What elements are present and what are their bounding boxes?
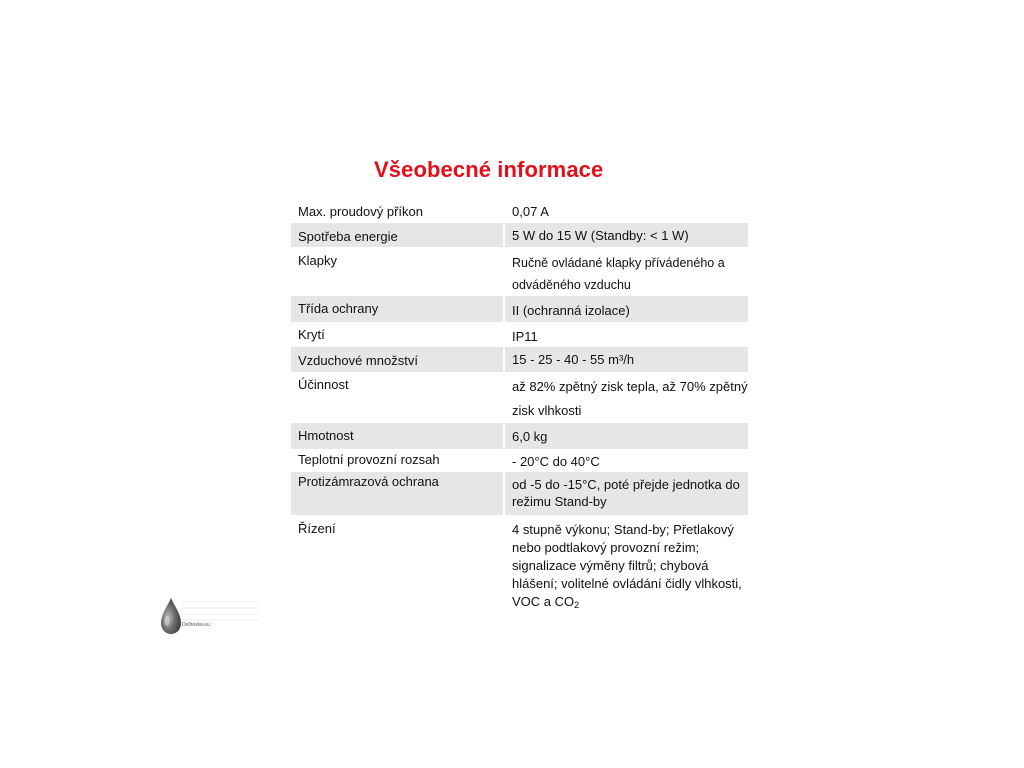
row-value-text: 4 stupně výkonu; Stand-by; Přetlakový nebo podtlakový provozní režim; signalizace výměny filtrů; chybová hlášení; volitelné ovládání čidly vlhkosti, VOC a CO: [512, 522, 742, 609]
row-label: Účinnost: [298, 377, 349, 392]
row-value: až 82% zpětný zisk tepla, až 70% zpětný zisk vlhkosti: [504, 372, 748, 423]
row-label: Třída ochrany: [291, 296, 504, 322]
row-label: Max. proudový příkon: [298, 204, 424, 219]
logo-lines: [182, 600, 258, 622]
row-value: 5 W do 15 W (Standby: < 1 W): [504, 223, 748, 247]
table-row: [291, 347, 748, 372]
table-row: [291, 515, 748, 614]
row-value: [504, 515, 748, 614]
table-row: [291, 296, 748, 322]
row-label: Hmotnost: [291, 423, 504, 449]
row-label: Vzduchové množství: [291, 347, 504, 372]
water-drop-icon: [158, 596, 184, 636]
table-row: [291, 322, 748, 347]
table-row: [291, 449, 748, 472]
row-value: 15 - 25 - 40 - 55 m³/h: [504, 347, 748, 372]
row-label: Řízení: [298, 521, 336, 536]
table-row: [291, 472, 748, 515]
row-value: II (ochranná izolace): [504, 296, 748, 322]
row-value: 6,0 kg: [504, 423, 748, 449]
row-value: 0,07 A: [504, 198, 748, 223]
table-row: [291, 372, 748, 423]
row-value: IP11: [504, 322, 748, 347]
row-label: Spotřeba energie: [291, 223, 504, 247]
row-label: Klapky: [298, 253, 338, 268]
row-label: Krytí: [298, 327, 325, 342]
row-label: Teplotní provozní rozsah: [298, 452, 440, 467]
logo-text: Deštovka.eu: [182, 622, 210, 628]
row-value-subscript: 2: [574, 600, 580, 610]
row-value: Ručně ovládané klapky přívádeného a odváděného vzduchu: [504, 247, 748, 296]
row-value: od -5 do -15°C, poté přejde jednotka do režimu Stand-by: [504, 472, 748, 515]
row-label: Protizámrazová ochrana: [291, 472, 504, 515]
row-value: - 20°C do 40°C: [504, 449, 748, 472]
logo: [158, 596, 258, 636]
table-row: [291, 423, 748, 449]
spec-table: [291, 198, 748, 614]
table-row: [291, 247, 748, 296]
table-row: [291, 223, 748, 247]
page-title: Všeobecné informace: [374, 157, 604, 182]
table-row: [291, 198, 748, 223]
